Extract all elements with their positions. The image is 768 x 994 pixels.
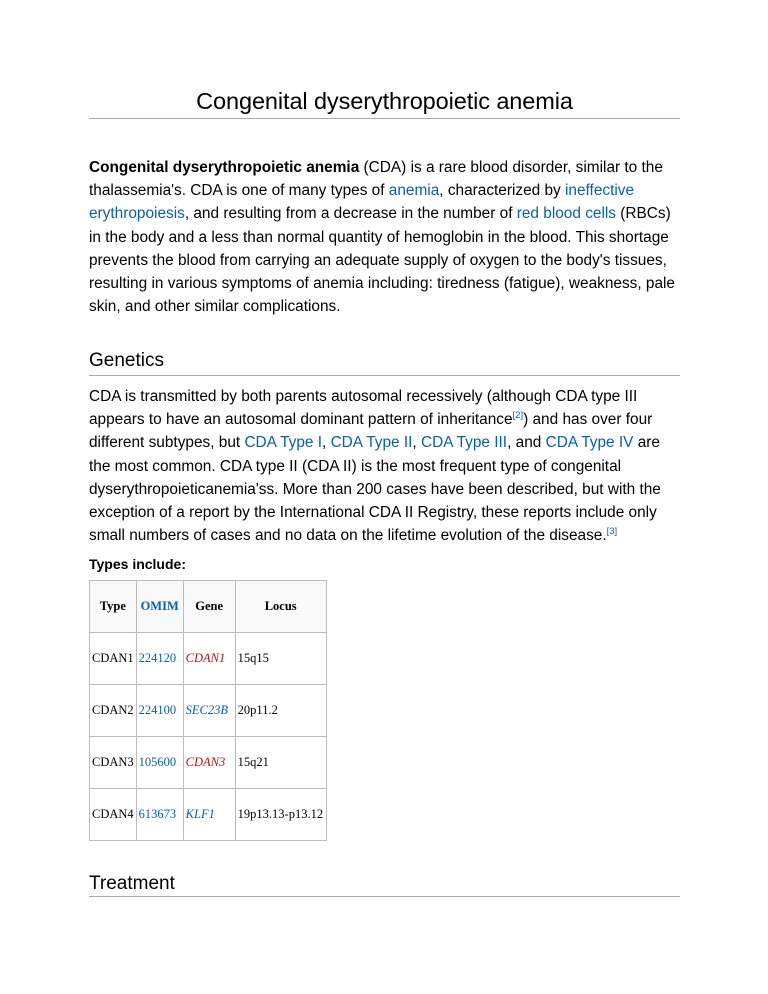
gene-link[interactable] [186, 755, 226, 769]
genetics-divider [89, 375, 680, 376]
cell-gene[interactable] [183, 633, 235, 685]
table-row [90, 633, 327, 685]
cell-locus: 19p13.13-p13.12 [235, 789, 326, 841]
separator: , [322, 434, 331, 452]
gene-link[interactable] [186, 651, 226, 665]
cda-type-3-link[interactable]: CDA Type III [420, 434, 508, 452]
table-header-row [90, 581, 327, 633]
table-row [90, 685, 327, 737]
omim-link[interactable]: 613673 [138, 807, 177, 821]
intro-text-2: , characterized by [439, 182, 566, 200]
cell-locus: 15q15 [235, 633, 326, 685]
intro-text-3: , and resulting from a decrease in the number of [184, 205, 517, 223]
intro-text-4: (RBCs) in the body and a less than normal quantity of hemoglobin in the blood. This shortage prevents the blood from carrying an adequate supply of oxygen to the body's tissues, resulting in various symptoms of anemia including: tiredness (fatigue), weakness, pale skin, and other similar complications. [89, 205, 675, 316]
cell-omim[interactable] [136, 685, 183, 737]
table-row [90, 789, 327, 841]
cell-gene[interactable] [183, 789, 235, 841]
genetics-text-2: ) and has over four different subtypes, but [89, 411, 653, 452]
reference-3-link[interactable]: [3] [606, 526, 618, 538]
reference-2-link[interactable]: [2] [512, 410, 524, 422]
header-locus: Locus [235, 581, 326, 633]
cell-locus: 20p11.2 [235, 685, 326, 737]
treatment-divider [89, 896, 680, 897]
cell-type: CDAN4 [90, 789, 137, 841]
gene-name: SEC23B [185, 703, 229, 717]
omim-header-link[interactable]: OMIM [140, 599, 179, 613]
cda-types-table [89, 580, 327, 841]
omim-link[interactable]: 105600 [138, 755, 177, 769]
cell-omim[interactable] [136, 737, 183, 789]
header-omim[interactable] [136, 581, 183, 633]
gene-name: KLF1 [185, 807, 215, 821]
cell-type: CDAN3 [90, 737, 137, 789]
cell-locus: 15q21 [235, 737, 326, 789]
page-title: Congenital dyserythropoietic anemia [196, 88, 573, 114]
cell-type: CDAN2 [90, 685, 137, 737]
cell-gene[interactable] [183, 685, 235, 737]
cda-type-4-link[interactable]: CDA Type IV [545, 434, 634, 452]
separator: , [412, 434, 421, 452]
gene-link[interactable] [186, 807, 215, 821]
intro-paragraph [89, 156, 680, 318]
omim-link[interactable]: 224100 [138, 703, 177, 717]
genetics-text-3: are the most common. CDA type II (CDA II) is the most frequent type of congenital dyserythropoieticanemia'ss. More than 200 cases have been described, but with the exception of a report by the International CDA II Registry, these reports include only small numbers of cases and no data on the lifetime evolution of the disease. [89, 434, 661, 545]
ineffective-erythropoiesis-link[interactable]: ineffective erythropoiesis [89, 182, 635, 223]
cda-type-2-link[interactable]: CDA Type II [330, 434, 413, 452]
cell-omim[interactable] [136, 789, 183, 841]
genetics-text-1: CDA is transmitted by both parents autosomal recessively (although CDA type III appears to have an autosomal dominant pattern of inheritance [89, 388, 638, 429]
gene-name: CDAN1 [185, 651, 226, 665]
separator: , and [507, 434, 546, 452]
header-gene: Gene [183, 581, 235, 633]
gene-name: CDAN3 [185, 755, 226, 769]
cda-type-1-link[interactable]: CDA Type I [244, 434, 322, 452]
gene-link[interactable] [186, 703, 228, 717]
intro-text-1: (CDA) is a rare blood disorder, similar to the thalassemia's. CDA is one of many types of [89, 159, 663, 200]
red-blood-cells-link[interactable]: red blood cells [516, 205, 616, 223]
cell-gene[interactable] [183, 737, 235, 789]
anemia-link[interactable]: anemia [388, 182, 440, 200]
header-type: Type [90, 581, 137, 633]
types-include-label: Types include: [89, 556, 186, 572]
cell-type: CDAN1 [90, 633, 137, 685]
intro-bold-term: Congenital dyserythropoietic anemia [89, 159, 360, 176]
cell-omim[interactable] [136, 633, 183, 685]
omim-link[interactable]: 224120 [138, 651, 177, 665]
treatment-heading: Treatment [89, 873, 175, 894]
table-row [90, 737, 327, 789]
title-divider [89, 118, 680, 119]
genetics-heading: Genetics [89, 350, 164, 371]
genetics-paragraph [89, 385, 680, 547]
